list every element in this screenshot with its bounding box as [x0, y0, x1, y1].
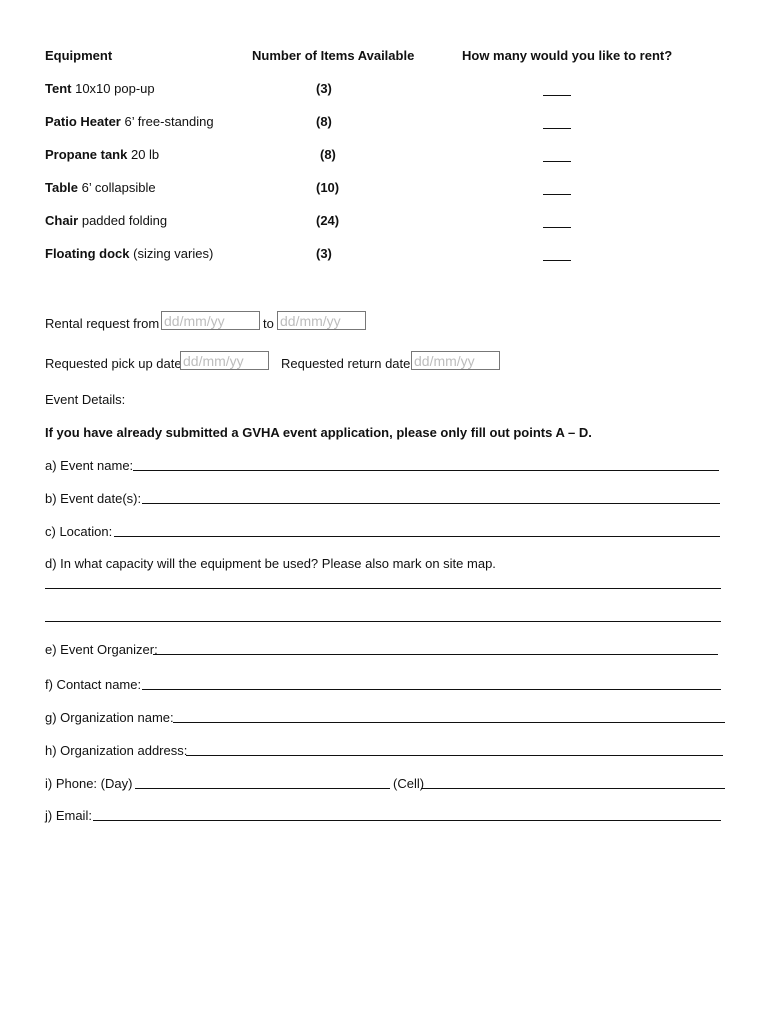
- item-name: Floating dock (sizing varies): [45, 246, 214, 261]
- organization-name-field[interactable]: [173, 722, 725, 723]
- phone-cell-field[interactable]: [421, 788, 725, 789]
- equipment-row-patio-heater: [0, 114, 770, 132]
- item-count: (8): [316, 114, 332, 129]
- rental-from-date-field[interactable]: dd/mm/yy: [161, 311, 260, 330]
- item-count: (8): [320, 147, 336, 162]
- pickup-date-field[interactable]: dd/mm/yy: [180, 351, 269, 370]
- equipment-usage-field-line-2[interactable]: [45, 621, 721, 622]
- event-organizer-label: e) Event Organizer:: [45, 642, 158, 657]
- return-date-label: Requested return date: [281, 356, 411, 371]
- phone-day-label: i) Phone: (Day): [45, 776, 133, 791]
- rent-quantity-field[interactable]: [543, 128, 571, 129]
- return-date-field[interactable]: dd/mm/yy: [411, 351, 500, 370]
- rent-quantity-field[interactable]: [543, 260, 571, 261]
- phone-day-field[interactable]: [135, 788, 390, 789]
- rental-to-label: to: [263, 316, 274, 331]
- event-organizer-field[interactable]: [153, 654, 718, 655]
- item-count: (3): [316, 246, 332, 261]
- rental-to-date-field[interactable]: dd/mm/yy: [277, 311, 366, 330]
- organization-name-label: g) Organization name:: [45, 710, 174, 725]
- item-name: Tent 10x10 pop-up: [45, 81, 155, 96]
- contact-name-label: f) Contact name:: [45, 677, 142, 692]
- equipment-usage-field-line-1[interactable]: [45, 588, 721, 589]
- organization-address-field[interactable]: [186, 755, 723, 756]
- rent-header: How many would you like to rent?: [462, 48, 673, 63]
- item-count: (24): [316, 213, 340, 228]
- equipment-row-propane-tank: [0, 147, 770, 165]
- rent-quantity-field[interactable]: [543, 95, 571, 96]
- rental-from-label: Rental request from: [45, 316, 160, 331]
- item-name: Patio Heater 6’ free-standing: [45, 114, 214, 129]
- rent-quantity-field[interactable]: [543, 161, 571, 162]
- rent-quantity-field[interactable]: [543, 227, 571, 228]
- equipment-row-table: [0, 180, 770, 198]
- organization-address-label: h) Organization address:: [45, 743, 188, 758]
- event-dates-label: b) Event date(s):: [45, 491, 142, 506]
- event-name-label: a) Event name:: [45, 458, 134, 473]
- event-dates-field[interactable]: [142, 503, 720, 504]
- available-header: Number of Items Available: [252, 48, 415, 63]
- event-application-note: If you have already submitted a GVHA event application, please only fill out points A – D.: [45, 425, 592, 440]
- pickup-date-label: Requested pick up date: [45, 356, 182, 371]
- contact-name-field[interactable]: [142, 689, 721, 690]
- equipment-row-tent: [0, 81, 770, 99]
- event-details-label: Event Details:: [45, 392, 126, 407]
- equipment-usage-label: d) In what capacity will the equipment be used? Please also mark on site map.: [45, 556, 496, 571]
- location-field[interactable]: [114, 536, 720, 537]
- email-field[interactable]: [93, 820, 721, 821]
- item-name: Propane tank 20 lb: [45, 147, 160, 162]
- equipment-header: Equipment: [45, 48, 113, 63]
- item-name: Table 6’ collapsible: [45, 180, 156, 195]
- item-name: Chair padded folding: [45, 213, 168, 228]
- equipment-row-floating-dock: [0, 246, 770, 264]
- item-count: (10): [316, 180, 340, 195]
- event-name-field[interactable]: [133, 470, 719, 471]
- rent-quantity-field[interactable]: [543, 194, 571, 195]
- item-count: (3): [316, 81, 332, 96]
- email-label: j) Email:: [45, 808, 92, 823]
- phone-cell-label: (Cell): [393, 776, 425, 791]
- location-label: c) Location:: [45, 524, 113, 539]
- equipment-row-chair: [0, 213, 770, 231]
